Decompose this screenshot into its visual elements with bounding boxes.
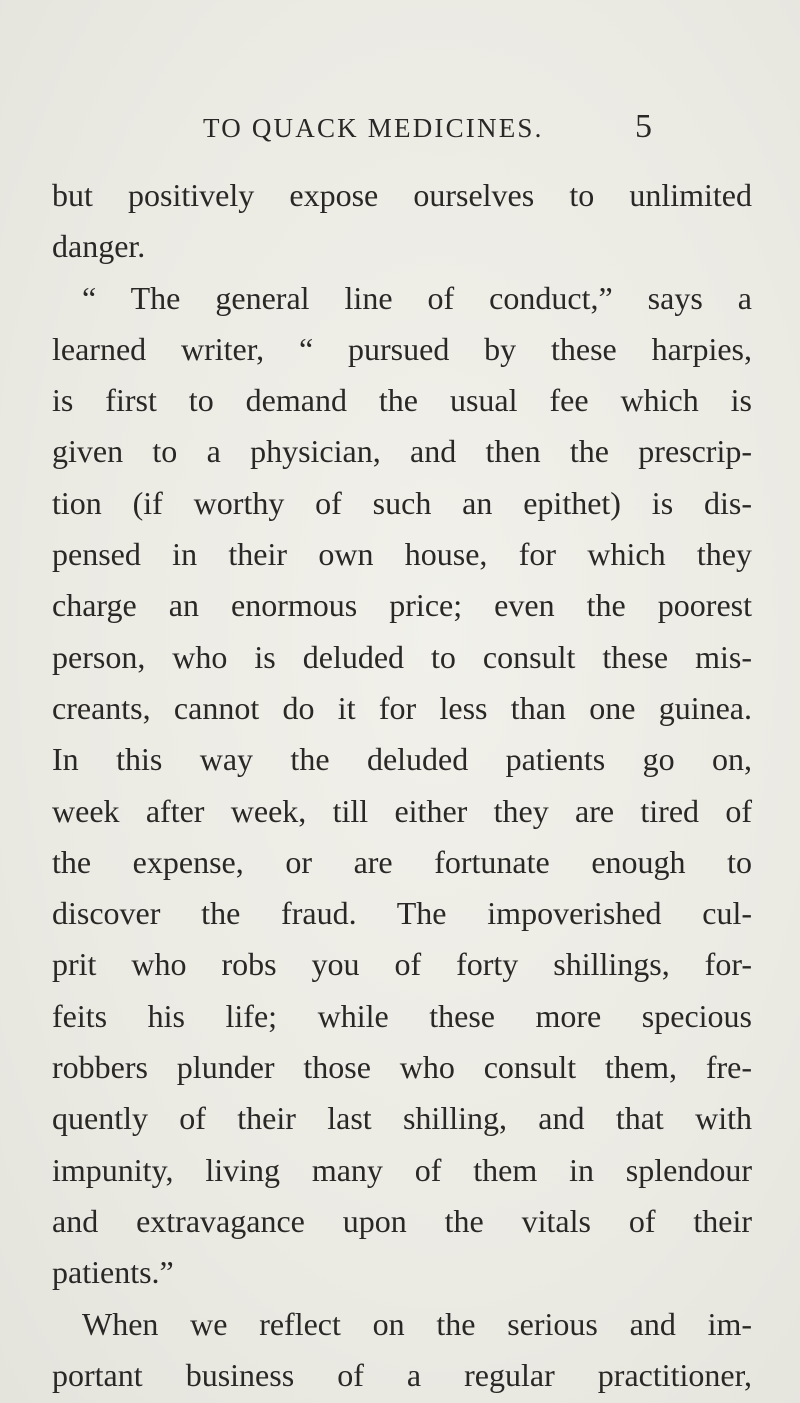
text-line: robbers plunder those who consult them, fre- (52, 1049, 752, 1086)
body-text (52, 170, 752, 1401)
text-line: given to a physician, and then the prescrip- (52, 433, 752, 470)
text-line: patients.” (52, 1254, 174, 1291)
running-head: TO QUACK MEDICINES. (203, 113, 544, 143)
text-line: creants, cannot do it for less than one guinea. (52, 689, 752, 726)
text-line: is first to demand the usual fee which is (52, 382, 752, 419)
text-line: feits his life; while these more specious (52, 997, 752, 1034)
text-line: prit who robs you of forty shillings, for- (52, 946, 752, 983)
text-line: impunity, living many of them in splendour (52, 1151, 752, 1188)
text-line: discover the fraud. The impoverished cul- (52, 895, 752, 932)
text-line: pensed in their own house, for which they (52, 536, 752, 573)
text-line: person, who is deluded to consult these mis- (52, 638, 752, 675)
page-number: 5 (635, 108, 652, 145)
text-line: “ The general line of conduct,” says a (82, 279, 752, 316)
text-line: When we reflect on the serious and im- (82, 1305, 752, 1342)
text-line: charge an enormous price; even the poorest (52, 587, 752, 624)
text-line: and extravagance upon the vitals of their (52, 1202, 752, 1239)
text-line: quently of their last shilling, and that with (52, 1100, 752, 1137)
text-line: tion (if worthy of such an epithet) is dis- (52, 484, 752, 521)
text-line: the expense, or are fortunate enough to (52, 843, 752, 880)
text-line: week after week, till either they are tired of (52, 792, 752, 829)
text-line: In this way the deluded patients go on, (52, 741, 752, 778)
text-line: but positively expose ourselves to unlimited (52, 177, 752, 213)
text-line: portant business of a regular practitioner, (52, 1356, 752, 1393)
text-line: learned writer, “ pursued by these harpies, (52, 330, 752, 367)
text-line: danger. (52, 228, 146, 265)
